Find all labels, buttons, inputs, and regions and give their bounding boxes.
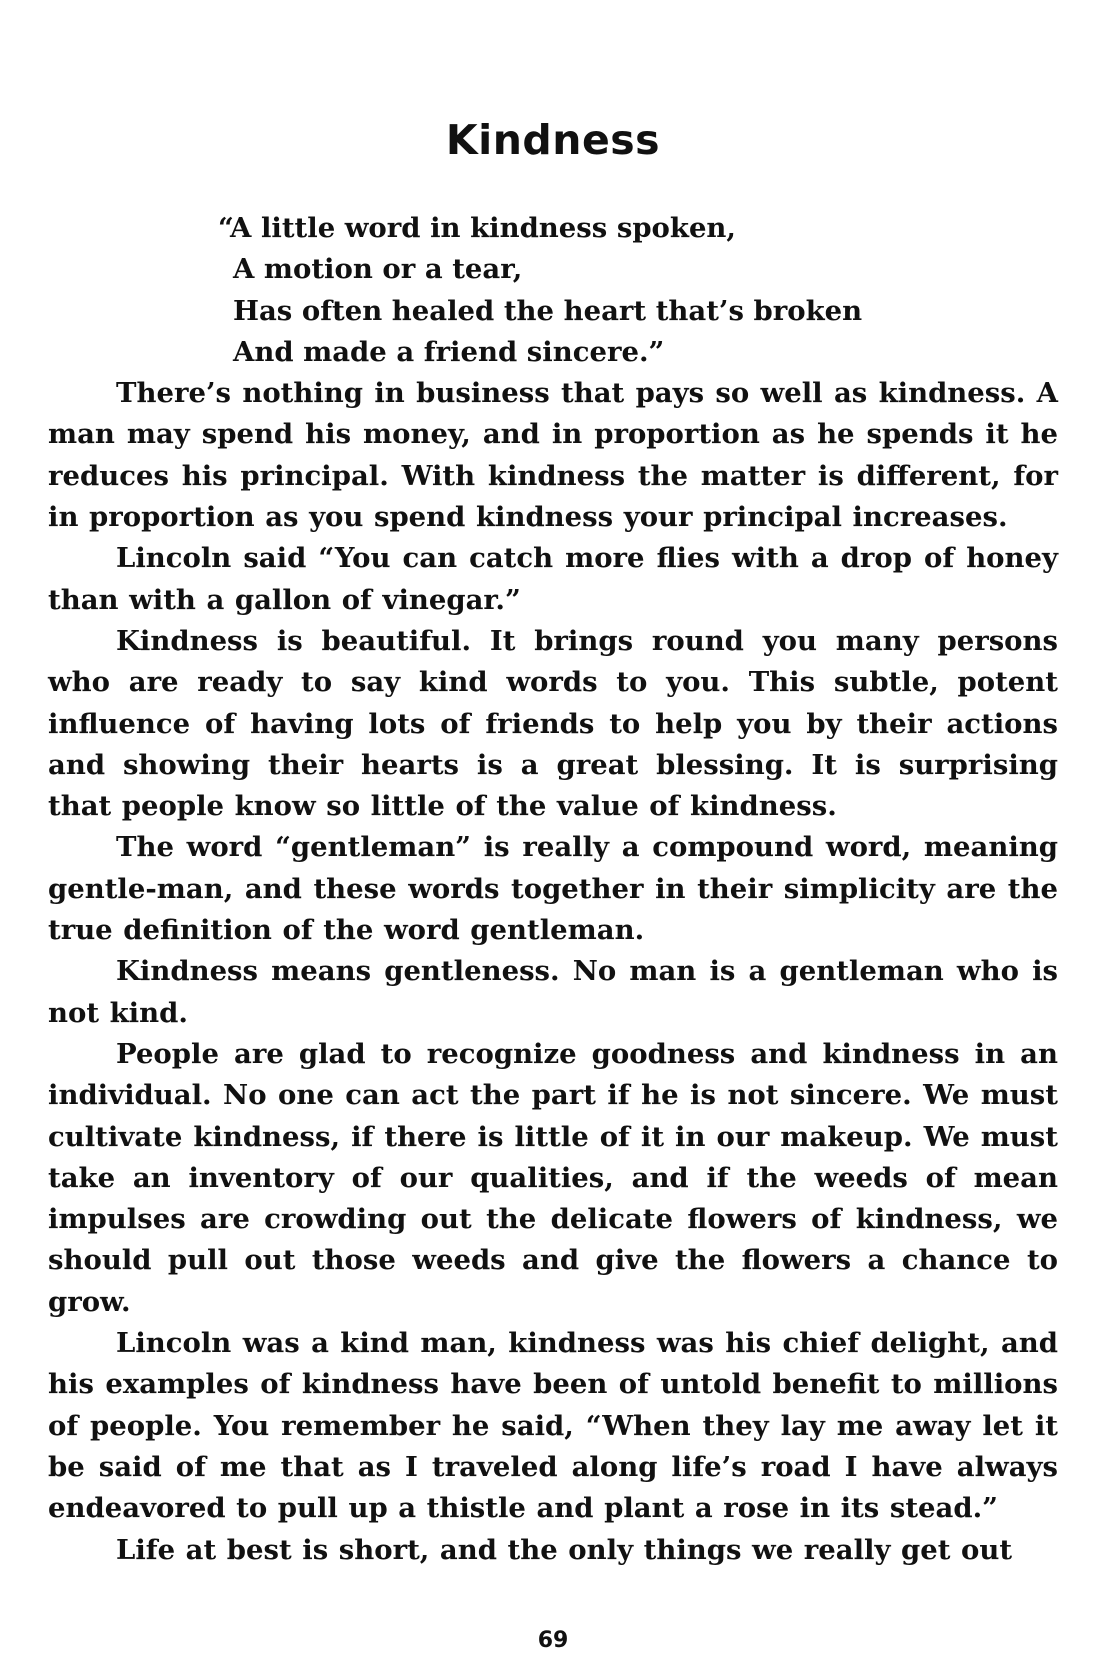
verse-line: “A little word in kindness spoken, xyxy=(218,212,737,244)
verse-line: Has often healed the heart that’s broken xyxy=(233,294,863,327)
paragraph: Lincoln was a kind man, kindness was his chief delight, and his examples of kindness have been of untold benefit to millions of people. You remember he said, “When they lay me away let it be said of me that as I traveled along life’s road I have always endeavored to pull up a thistle and plant a rose in its stead.” xyxy=(48,1327,1058,1525)
paragraph: People are glad to recognize goodness and kindness in an individual. No one can act the part if he is not sincere. We must cultivate kindness, if there is little of it in our makeup. We must take an inventory of our qualities, and if the weeds of mean impulses are crowding out the delicate flowers of kindness, we should pull out those weeds and give the flowers a chance to grow. xyxy=(48,1037,1058,1318)
paragraph: Kindness is beautiful. It brings round you many persons who are ready to say kind words to you. This subtle, potent influence of having lots of friends to help you by their actions and showing their hearts is a great blessing. It is surprising that people know so little of the value of kindness. xyxy=(48,624,1058,823)
paragraph: Life at best is short, and the only things we really get out xyxy=(116,1533,1013,1566)
body-text xyxy=(48,208,1058,1571)
page-title: Kindness xyxy=(445,116,661,164)
paragraph: There’s nothing in business that pays so well as kindness. A man may spend his money, and in proportion as he spends it he reduces his principal. With kindness the matter is different, for in proportion as you spend kindness your principal increases. xyxy=(48,377,1058,534)
paragraph: Kindness means gentleness. No man is a gentleman who is not kind. xyxy=(48,955,1058,1029)
verse-line: A motion or a tear, xyxy=(233,253,523,286)
verse-block xyxy=(48,208,1058,373)
page-number: 69 xyxy=(537,1628,569,1653)
verse-line: And made a friend sincere.” xyxy=(233,335,665,368)
paragraph: The word “gentleman” is really a compound word, meaning gentle-man, and these words together in their simplicity are the true definition of the word gentleman. xyxy=(48,831,1058,947)
paragraph: Lincoln said “You can catch more flies with a drop of honey than with a gallon of vinegar.” xyxy=(48,542,1058,616)
